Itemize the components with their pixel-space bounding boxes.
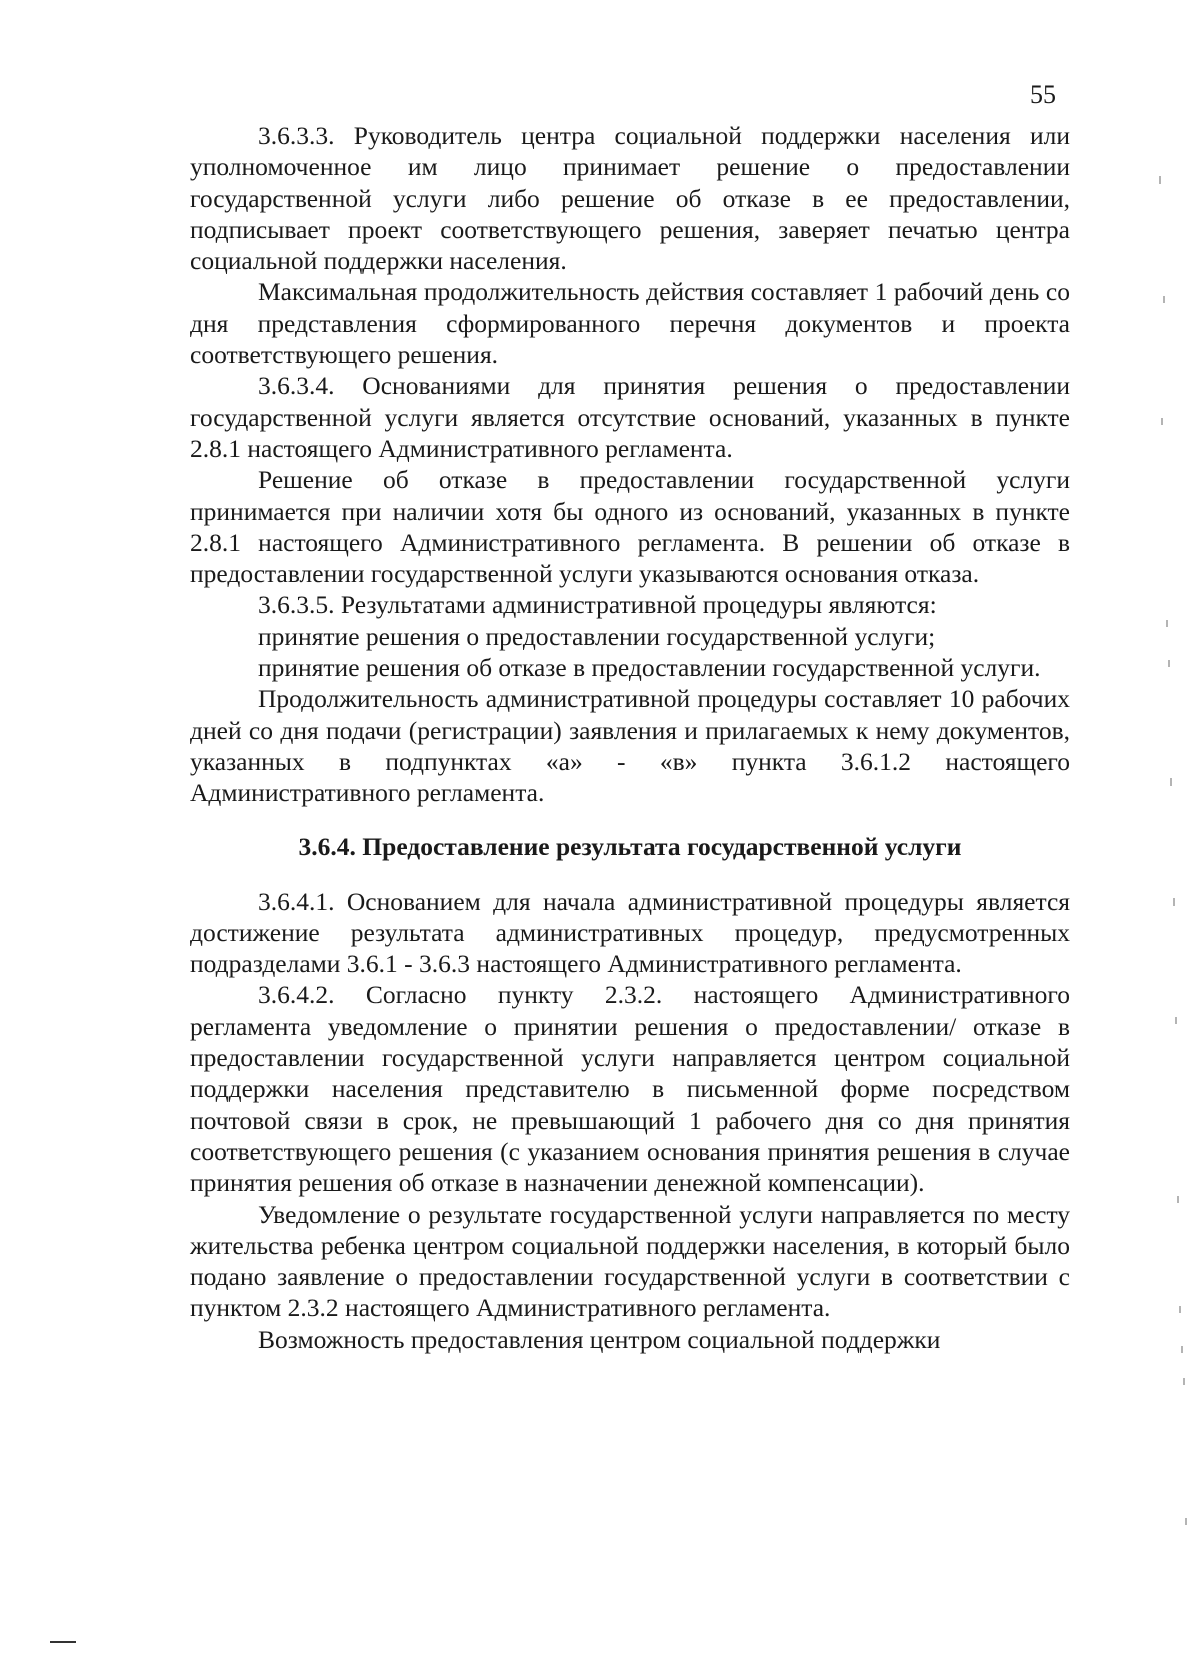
paragraph-result-refusal: принятие решения об отказе в предоставлении государственной услуги. (258, 653, 1041, 683)
paragraph-refusal-decision: Решение об отказе в предоставлении государственной услуги принимается при наличии хотя бы одного из оснований, указанных в пункте 2.8.1 настоящего Административного регламента. В решении об отказе в предоставлении государственной услуги указываются основания отказа. (190, 465, 1070, 589)
paragraph-max-duration: Максимальная продолжительность действия составляет 1 рабочий день со дня представления сформированного перечня документов и проекта соответствующего решения. (190, 277, 1070, 370)
paragraph-procedure-duration: Продолжительность административной процедуры составляет 10 рабочих дней со дня подачи (регистрации) заявления и прилагаемых к нему документов, указанных в подпунктах «а» - «в» пункта 3.6.1.2 настоящего Административного регламента. (190, 684, 1070, 808)
paragraph-possibility: Возможность предоставления центром социальной поддержки (258, 1324, 941, 1354)
paragraph-notification: Уведомление о результате государственной услуги направляется по месту жительства ребенка центром социальной поддержки населения, в который было подано заявление о предоставлении государственной услуги в соответствии с пунктом 2.3.2 настоящего Административного регламента. (190, 1199, 1070, 1323)
page-number: 55 (1030, 80, 1056, 109)
paragraph-3-6-3-5: 3.6.3.5. Результатами административной процедуры являются: (258, 590, 937, 620)
section-heading: 3.6.4. Предоставление результата государственной услуги (298, 831, 962, 861)
paragraph-result-grant: принятие решения о предоставлении государственной услуги; (258, 621, 936, 651)
paragraph-3-6-3-4: 3.6.3.4. Основаниями для принятия решения о предоставлении государственной услуги является отсутствие оснований, указанных в пункте 2.8.1 настоящего Административного регламента. (190, 371, 1070, 463)
paragraph-3-6-4-2: 3.6.4.2. Согласно пункту 2.3.2. настоящего Административного регламента уведомление о принятии решения о предоставлении/ отказе в предоставлении государственной услуги направляется центром социальной поддержки населения представителю в письменной форме посредством почтовой связи в срок, не превышающий 1 рабочего дня со дня принятия соответствующего решения (с указанием основания принятия решения в случае принятия решения об отказе в назначении денежной компенсации). (190, 980, 1070, 1198)
paragraph-3-6-4-1: 3.6.4.1. Основанием для начала административной процедуры является достижение результата административных процедур, предусмотренных подразделами 3.6.1 - 3.6.3 настоящего Административного регламента. (190, 886, 1070, 979)
paragraph-3-6-3-3: 3.6.3.3. Руководитель центра социальной поддержки населения или уполномоченное им лицо принимает решение о предоставлении государственной услуги либо решение об отказе в ее предоставлении, подписывает проект соответствующего решения, заверяет печатью центра социальной поддержки населения. (190, 121, 1070, 276)
